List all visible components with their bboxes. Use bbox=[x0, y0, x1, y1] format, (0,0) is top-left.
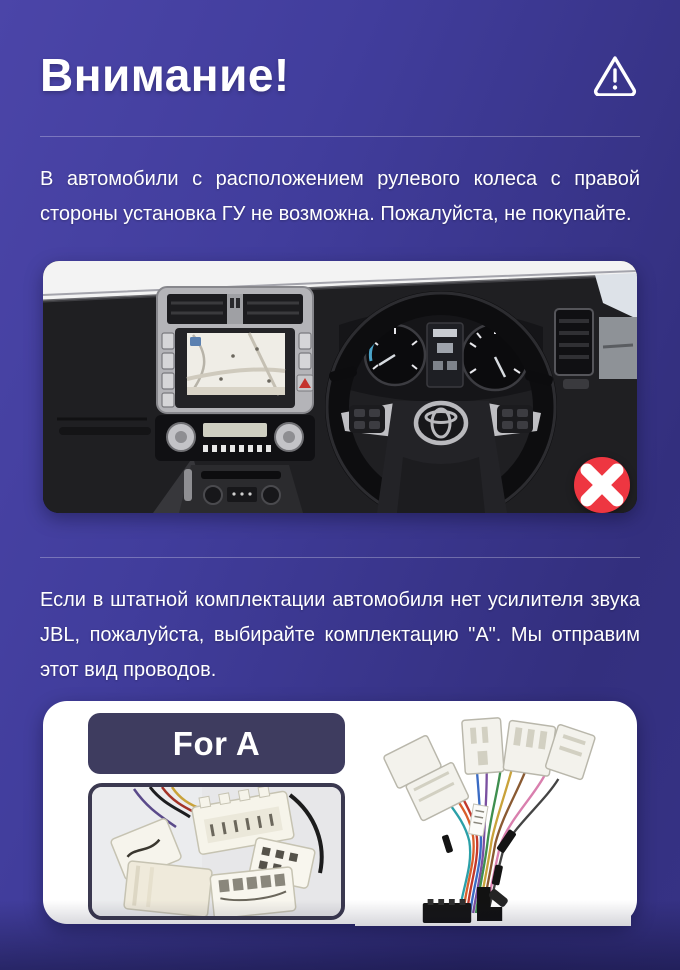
x-mark-icon bbox=[574, 457, 630, 513]
harness-photo bbox=[355, 717, 631, 926]
kit-label: For A bbox=[172, 724, 261, 762]
kit-label-badge bbox=[88, 713, 345, 774]
divider-middle bbox=[40, 557, 640, 558]
header bbox=[40, 0, 640, 102]
kit-left-column bbox=[88, 713, 345, 924]
car-interior-photo bbox=[43, 261, 637, 513]
reject-badge bbox=[574, 457, 630, 513]
kit-card bbox=[43, 701, 637, 924]
connectors-photo bbox=[92, 787, 341, 916]
page-title: Внимание! bbox=[40, 49, 290, 101]
warning-triangle-icon bbox=[592, 54, 638, 96]
connectors-photo-frame bbox=[88, 783, 345, 920]
kit-right-column bbox=[355, 713, 631, 924]
warning-paragraph-1: В автомобили с расположением рулевого колеса с правой стороны установка ГУ не возможна. Пожалуйста, не покупайте. bbox=[40, 168, 640, 225]
warning-paragraph-2: Если в штатной комплектации автомобиля нет усилителя звука JBL, пожалуйста, выбирайте комплектацию "А". Мы отправим этот вид проводов. bbox=[40, 589, 640, 681]
divider-top bbox=[40, 136, 640, 137]
car-interior-card bbox=[43, 261, 637, 513]
